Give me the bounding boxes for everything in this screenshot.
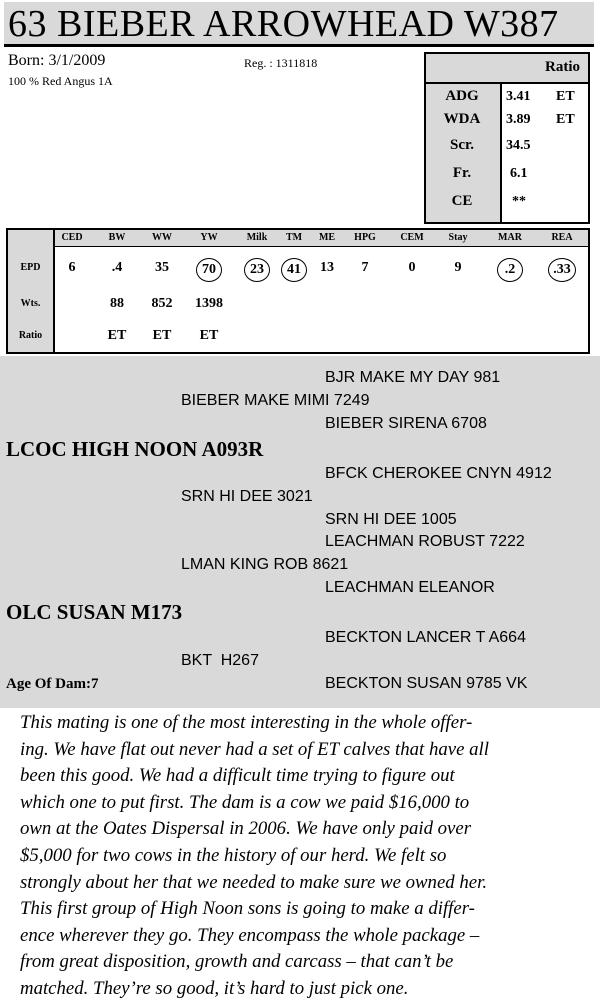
epd-value: 35	[155, 260, 169, 275]
ratio-value-scr: 34.5	[506, 138, 531, 153]
description-line: from great disposition, growth and carcass – that can’t be	[20, 951, 454, 973]
ratio-box	[424, 52, 590, 224]
description-line: ence wherever they go. They encompass the whole package –	[20, 924, 480, 946]
ratio-value-fr: 6.1	[510, 166, 528, 181]
pedigree-sire-dam-sire: BFCK CHEROKEE CNYN 4912	[325, 465, 552, 482]
ratio-value: ET	[199, 328, 219, 343]
birth-date: Born: 3/1/2009	[8, 52, 106, 69]
ratio-divider	[500, 84, 502, 222]
epd-header: MAR	[498, 232, 522, 243]
ratio-header	[426, 54, 588, 84]
epd-value: .4	[111, 260, 123, 275]
pedigree-dam-sire-sire: LEACHMAN ROBUST 7222	[325, 533, 525, 550]
epd-header: BW	[108, 232, 126, 243]
ratio-label-adg: ADG	[445, 88, 479, 104]
description-line: been this good. We had a difficult time trying to figure out	[20, 765, 455, 787]
ratio-tag-wda: ET	[556, 112, 575, 127]
pedigree-sire-sire-sire: BJR MAKE MY DAY 981	[325, 369, 501, 386]
ratio-label-scr: Scr.	[449, 137, 475, 153]
epd-header: WW	[152, 232, 172, 243]
epd-value: 13	[320, 260, 334, 275]
ratio-tag-adg: ET	[556, 89, 575, 104]
description-line: $5,000 for two cows in the history of our herd. We felt so	[20, 844, 447, 866]
epd-value: 7	[361, 260, 369, 275]
description-line: This first group of High Noon sons is going to make a differ-	[20, 898, 475, 920]
ratio-label-wda: WDA	[443, 111, 481, 127]
epd-header: CED	[61, 232, 83, 243]
epd-header: ME	[318, 232, 336, 243]
epd-value: 9	[454, 260, 462, 275]
description-line: own at the Oates Dispersal in 2006. We have only paid over	[20, 818, 472, 840]
epd-header: Stay	[448, 232, 468, 243]
ratio-value-wda: 3.89	[506, 112, 531, 127]
pedigree-dam: OLC SUSAN M173	[6, 600, 183, 624]
description-line: matched. They’re so good, it’s hard to just pick one.	[20, 977, 409, 999]
epd-row-label: EPD	[20, 262, 41, 273]
pedigree-sire-dam-dam: SRN HI DEE 1005	[325, 511, 457, 528]
lot-description	[20, 710, 592, 1003]
epd-row-label: Wts.	[20, 298, 41, 309]
epd-header: REA	[551, 232, 573, 243]
ratio-value: ET	[152, 328, 172, 343]
breed-info: 100 % Red Angus 1A	[8, 74, 113, 88]
ratio-label-ce: CE	[451, 193, 473, 209]
epd-value-circled: .2	[497, 258, 523, 282]
ratio-value-ce: **	[512, 194, 526, 209]
description-line: strongly about her that we needed to make sure we owned her.	[20, 871, 488, 893]
epd-header: YW	[200, 232, 218, 243]
epd-value: 6	[68, 260, 76, 275]
ratio-header-label: Ratio	[545, 59, 580, 75]
epd-value: 0	[408, 260, 416, 275]
pedigree-dam-dam-dam: BECKTON SUSAN 9785 VK	[325, 675, 528, 692]
pedigree-dam-dam: BKT H267	[181, 652, 259, 669]
epd-row-label: Ratio	[18, 330, 43, 341]
pedigree-sire-sire-dam: BIEBER SIRENA 6708	[325, 415, 487, 432]
pedigree-dam-sire: LMAN KING ROB 8621	[181, 556, 349, 573]
epd-value-circled: .33	[548, 258, 576, 282]
pedigree-sire-sire: BIEBER MAKE MIMI 7249	[181, 392, 370, 409]
epd-header: Milk	[246, 232, 268, 243]
ratio-label-fr: Fr.	[452, 165, 472, 181]
description-line: This mating is one of the most interesting in the whole offer-	[20, 712, 473, 733]
pedigree-sire: LCOC HIGH NOON A093R	[6, 437, 264, 461]
weight-value: 852	[151, 296, 173, 311]
lot-title: 63 BIEBER ARROWHEAD W387	[8, 3, 559, 45]
description-line: which one to put first. The dam is a cow we paid $16,000 to	[20, 791, 470, 813]
registration-number: Reg. : 1311818	[244, 56, 318, 70]
epd-value-circled: 41	[281, 258, 307, 282]
pedigree-dam-sire-dam: LEACHMAN ELEANOR	[325, 579, 495, 596]
epd-header: HPG	[354, 232, 376, 243]
age-of-dam: Age Of Dam:7	[6, 676, 99, 692]
weight-value: 1398	[195, 296, 223, 311]
ratio-value-adg: 3.41	[506, 89, 531, 104]
ratio-value: ET	[107, 328, 127, 343]
epd-header: TM	[285, 232, 303, 243]
weight-value: 88	[110, 296, 124, 311]
epd-value-circled: 70	[196, 258, 222, 282]
pedigree-dam-dam-sire: BECKTON LANCER T A664	[325, 629, 526, 646]
epd-table	[6, 228, 590, 354]
description-line: ing. We have flat out never had a set of ET calves that have all	[20, 738, 489, 760]
epd-value-circled: 23	[244, 258, 270, 282]
pedigree-sire-dam: SRN HI DEE 3021	[181, 488, 313, 505]
epd-header: CEM	[400, 232, 424, 243]
